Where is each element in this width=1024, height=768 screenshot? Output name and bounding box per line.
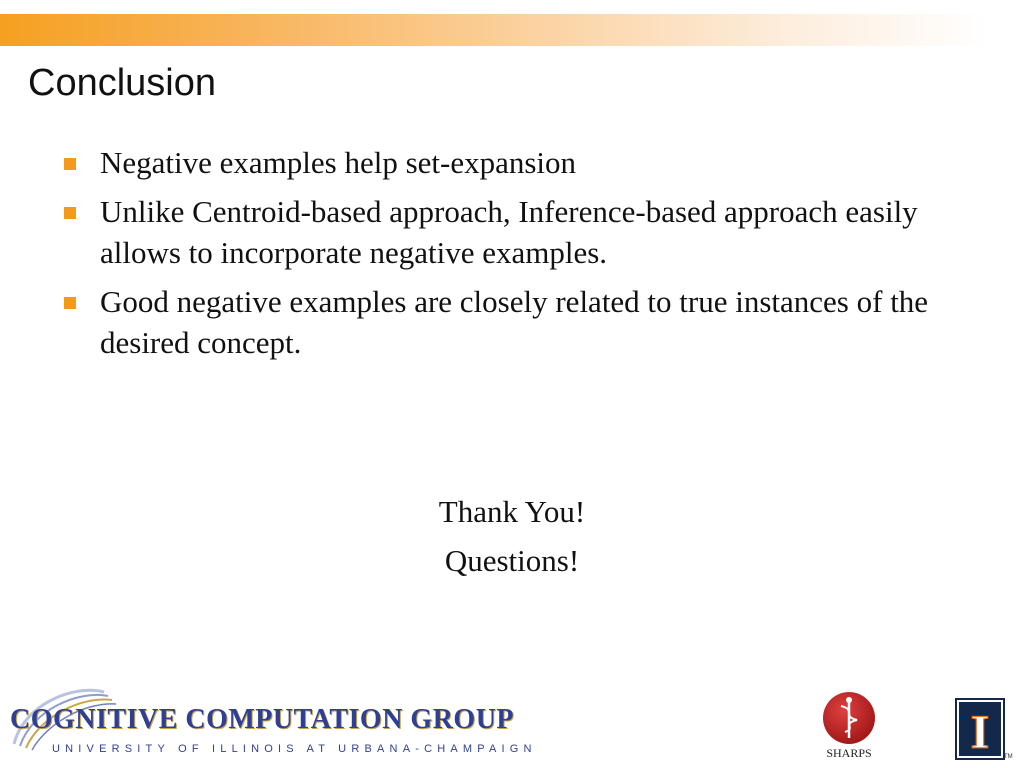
- bullet-item: [60, 281, 980, 363]
- sharps-label: SHARPS: [826, 746, 872, 760]
- square-bullet-icon: [64, 207, 76, 219]
- bullet-item: [60, 191, 980, 273]
- university-name: UNIVERSITY OF ILLINOIS AT URBANA-CHAMPAIGN: [52, 743, 537, 755]
- questions-text: Questions!: [444, 543, 580, 578]
- trademark-mark: TM: [1004, 754, 1013, 760]
- bullet-text: Good negative examples are closely related to true instances of the desired concept.: [100, 284, 929, 360]
- sharps-logo: [820, 692, 878, 764]
- illinois-letter: I: [970, 706, 990, 759]
- square-bullet-icon: [64, 158, 76, 170]
- bullet-text: Negative examples help set-expansion: [100, 145, 577, 180]
- group-name: COGNITIVE COMPUTATION GROUP: [10, 704, 515, 735]
- thank-you-text: Thank You!: [438, 494, 586, 529]
- bullet-item: [60, 142, 980, 183]
- cognitive-computation-group-logo: [4, 684, 537, 764]
- bullet-text: Unlike Centroid-based approach, Inference-based approach easily allows to incorporate negative examples.: [100, 194, 918, 270]
- header-gradient-bar: [0, 14, 990, 46]
- caduceus-icon: [823, 692, 875, 744]
- illinois-i-icon: [955, 698, 1005, 760]
- square-bullet-icon: [64, 297, 76, 309]
- slide-title: Conclusion: [28, 62, 216, 104]
- bullet-list: [60, 142, 980, 371]
